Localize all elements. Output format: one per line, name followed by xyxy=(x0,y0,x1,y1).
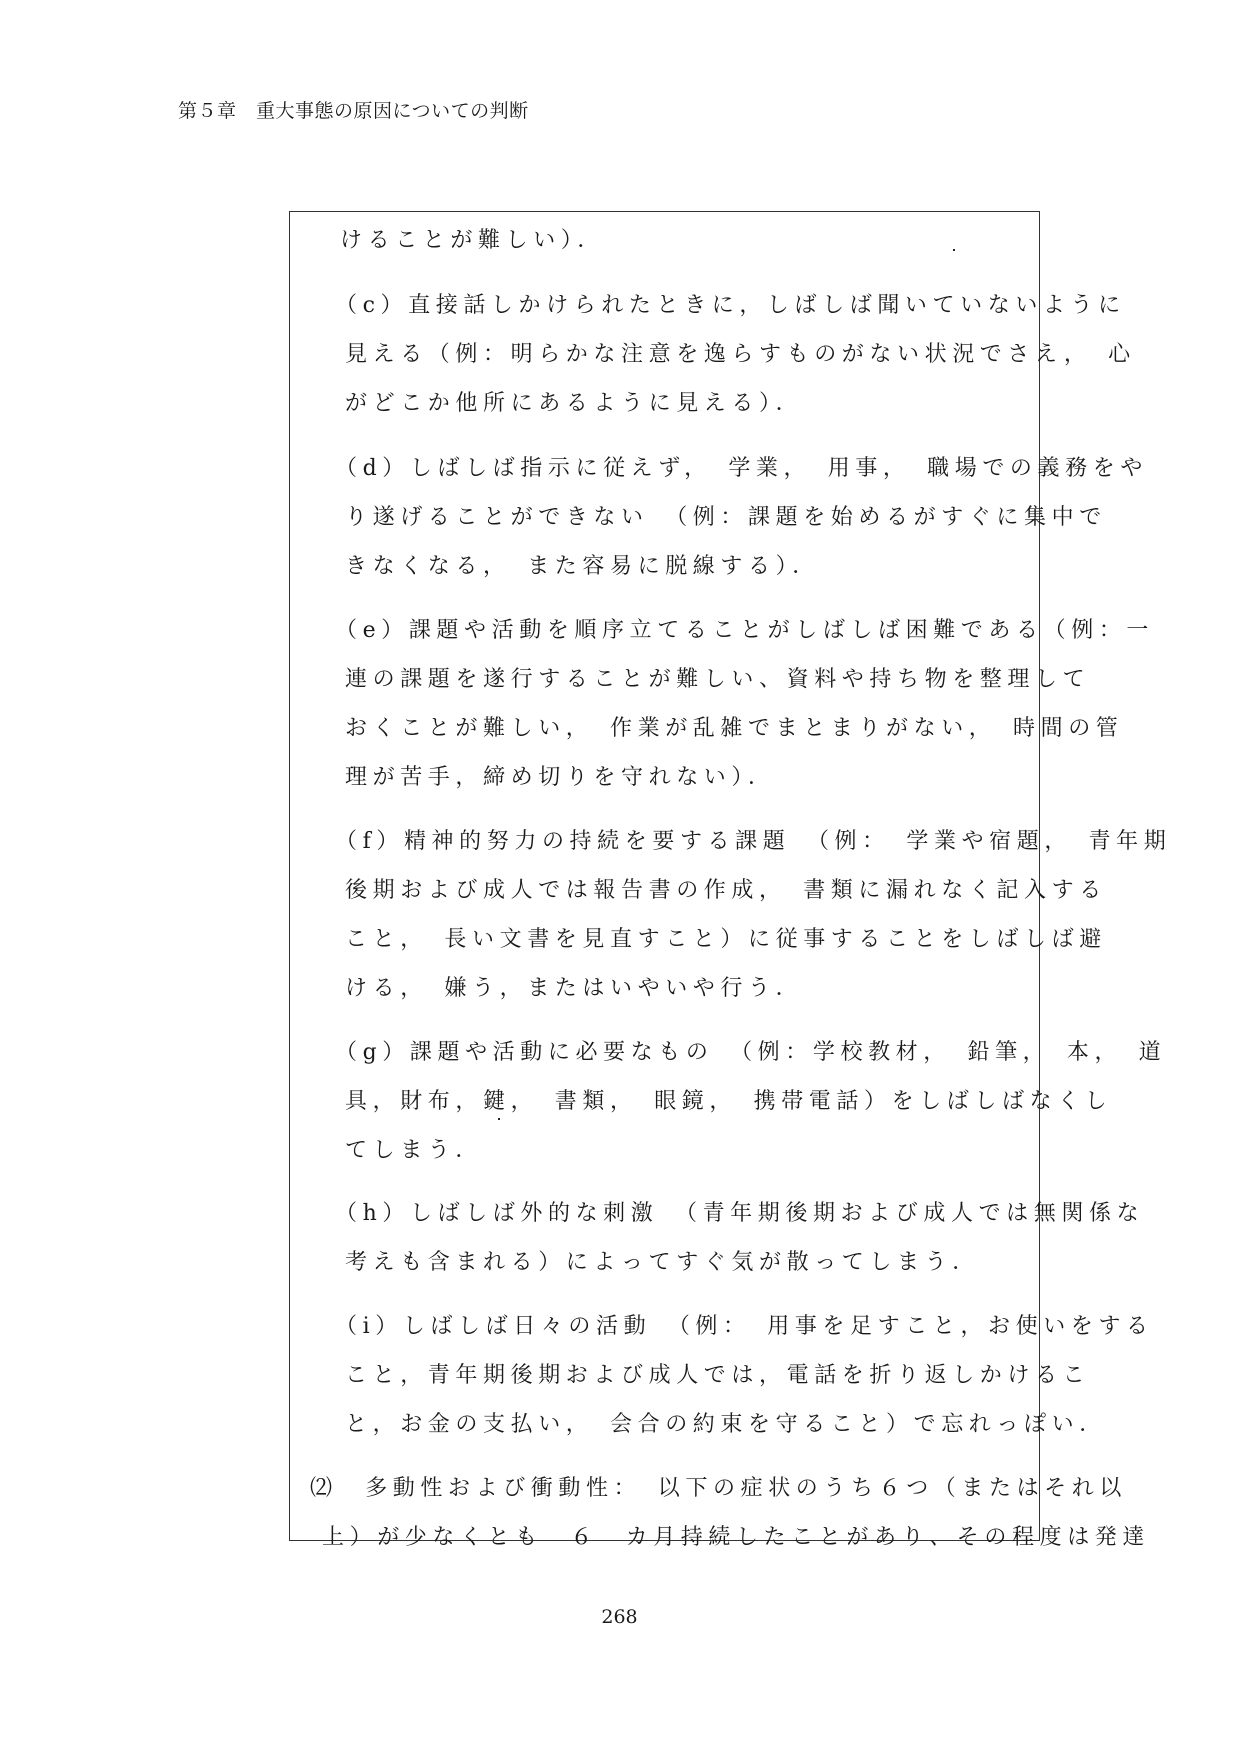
chapter-header: 第５章 重大事態の原因についての判断 xyxy=(178,100,529,122)
section-2-line-2: 上）が少なくとも ６ カ月持続したことがあり、その程度は発達 xyxy=(322,1525,1151,1550)
criterion-f-line-2: 後期および成人では報告書の作成， 書類に漏れなく記入する xyxy=(345,878,1107,903)
criterion-g-line-2: 具，財布，鍵， 書類， 眼鏡， 携帯電話）をしばしばなくし xyxy=(345,1089,1113,1114)
criterion-c-line-3: がどこか他所にあるように見える）． xyxy=(345,391,804,416)
criterion-d-line-2: り遂げることができない （例：課題を始めるがすぐに集中で xyxy=(345,505,1107,530)
criterion-h-line-1: （h）しばしば外的な刺激 （青年期後期および成人では無関係な xyxy=(335,1201,1145,1226)
scan-speck xyxy=(953,249,955,251)
criterion-d-line-1: （d）しばしば指示に従えず， 学業， 用事， 職場での義務をや xyxy=(335,456,1148,481)
criterion-c-line-2: 見える（例：明らかな注意を逸らすものがない状況でさえ， 心 xyxy=(345,342,1136,367)
scan-speck xyxy=(498,1118,500,1120)
criterion-e-line-2: 連の課題を遂行することが難しい、資料や持ち物を整理して xyxy=(345,667,1091,692)
criterion-f-line-4: ける， 嫌う，またはいやいや行う． xyxy=(345,976,804,1001)
criterion-d-line-3: きなくなる， また容易に脱線する）． xyxy=(345,554,820,579)
criterion-e-line-4: 理が苦手，締め切りを守れない）． xyxy=(345,765,776,790)
criterion-i-line-3: と，お金の支払い， 会合の約束を守ること）で忘れっぽい． xyxy=(345,1412,1107,1437)
criterion-h-line-2: 考えも含まれる）によってすぐ気が散ってしまう． xyxy=(345,1250,980,1275)
criterion-c-line-1: （c）直接話しかけられたときに，しばしば聞いていないように xyxy=(335,293,1126,318)
criterion-e-line-3: おくことが難しい， 作業が乱雑でまとまりがない， 時間の管 xyxy=(345,716,1124,741)
criterion-e-line-1: （e）課題や活動を順序立てることがしばしば困難である（例：一 xyxy=(335,618,1155,643)
criterion-g-line-1: （g）課題や活動に必要なもの （例：学校教材， 鉛筆， 本， 道 xyxy=(335,1040,1167,1065)
criterion-i-line-1: （i）しばしば日々の活動 （例： 用事を足すこと，お使いをする xyxy=(335,1314,1154,1339)
section-2-line-1: ⑵ 多動性および衝動性： 以下の症状のうち６つ（またはそれ以 xyxy=(310,1476,1128,1501)
box-line-1: けることが難しい）． xyxy=(340,228,606,253)
criterion-f-line-1: （f）精神的努力の持続を要する課題 （例： 学業や宿題， 青年期 xyxy=(335,829,1172,854)
criterion-i-line-2: こと，青年期後期および成人では，電話を折り返しかけるこ xyxy=(345,1363,1091,1388)
page-number: 268 xyxy=(601,1606,638,1628)
criterion-f-line-3: こと， 長い文書を見直すこと）に従事することをしばしば避 xyxy=(345,927,1107,952)
criterion-g-line-3: てしまう． xyxy=(345,1138,484,1163)
